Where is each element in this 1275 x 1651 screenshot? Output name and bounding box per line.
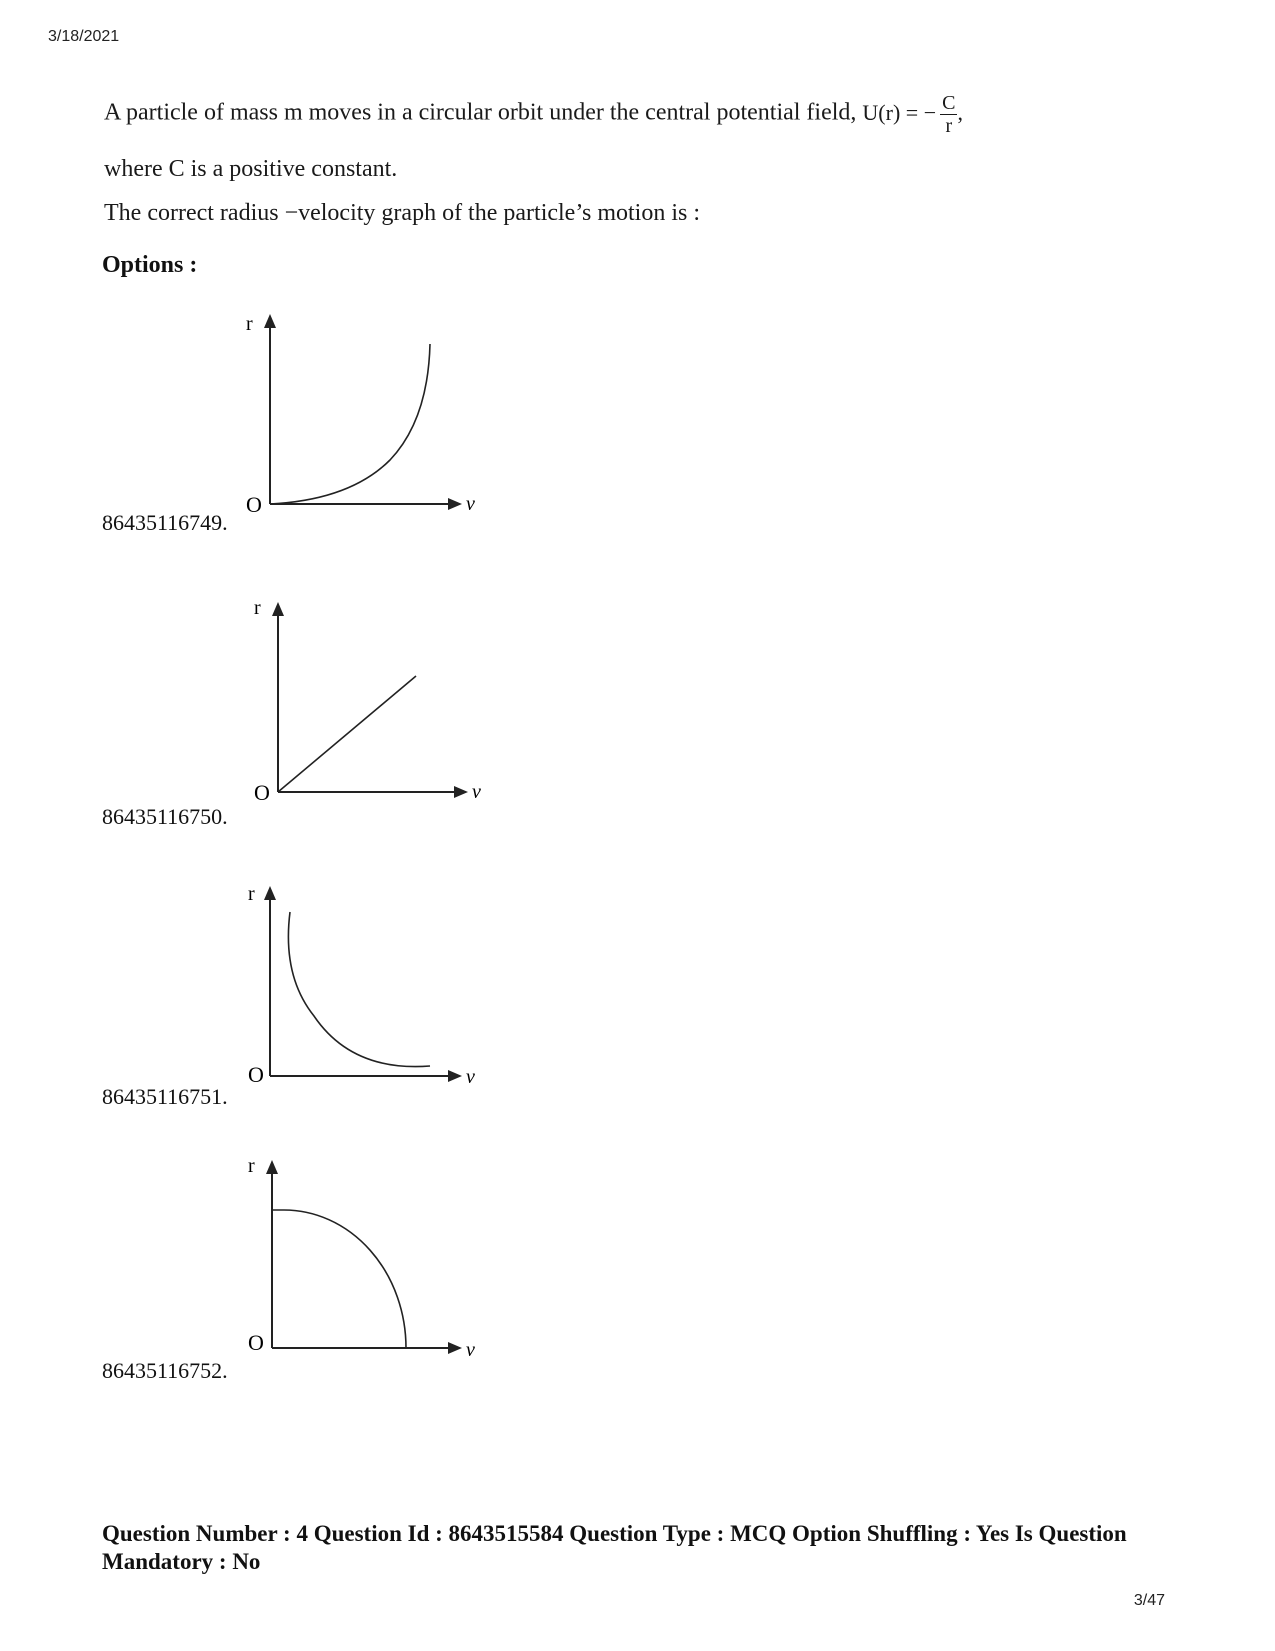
x-axis-arrow <box>448 498 462 510</box>
y-axis-label: r <box>248 883 255 905</box>
x-axis-label: v <box>466 493 475 515</box>
option-4-id: 86435116752. <box>102 1358 228 1383</box>
y-axis-arrow <box>264 314 276 328</box>
option-2-id: 86435116750. <box>102 804 228 829</box>
y-axis-label: r <box>254 597 261 619</box>
curve-decreasing <box>288 912 430 1067</box>
formula-fraction <box>940 92 957 137</box>
x-axis-label: v <box>472 781 481 803</box>
x-axis-label: v <box>466 1339 475 1361</box>
question-text-1: A particle of mass m moves in a circular orbit under the central potential field, <box>104 99 857 126</box>
curve-linear <box>278 676 416 792</box>
x-axis-arrow <box>448 1070 462 1082</box>
formula-denominator: r <box>945 115 953 137</box>
option-3-id: 86435116751. <box>102 1084 228 1109</box>
question-line-3: The correct radius −velocity graph of the particle’s motion is : <box>104 200 701 226</box>
options-label: Options : <box>102 252 198 278</box>
potential-formula <box>862 92 963 137</box>
question-line-2: where C is a positive constant. <box>104 156 398 182</box>
option-1-id: 86435116749. <box>102 510 228 535</box>
page-number: 3/47 <box>1133 1592 1165 1609</box>
formula-tail: , <box>957 99 963 125</box>
formula-numerator: C <box>942 92 956 114</box>
y-axis-arrow <box>266 1160 278 1174</box>
question-metadata: Question Number : 4 Question Id : 8643515584 Question Type : MCQ Option Shuffling : Yes Is Question Mandatory : No <box>102 1521 1127 1574</box>
y-axis-label: r <box>248 1155 255 1177</box>
origin-label: O <box>246 492 262 517</box>
print-date: 3/18/2021 <box>48 28 120 45</box>
option-4-graph <box>244 1150 504 1380</box>
x-axis-arrow <box>448 1342 462 1354</box>
option-2-graph <box>250 590 510 820</box>
curve-quarter-circle <box>272 1210 406 1348</box>
y-axis-arrow <box>272 602 284 616</box>
y-axis-label: r <box>246 313 253 335</box>
x-axis-arrow <box>454 786 468 798</box>
origin-label: O <box>248 1062 264 1087</box>
origin-label: O <box>254 780 270 805</box>
curve-increasing <box>270 344 430 504</box>
formula-lhs: U(r) = − <box>862 99 937 125</box>
origin-label: O <box>248 1330 264 1355</box>
option-3-graph <box>244 876 504 1106</box>
y-axis-arrow <box>264 886 276 900</box>
option-1-graph <box>240 300 500 530</box>
x-axis-label: v <box>466 1066 475 1088</box>
question-line-1 <box>104 92 963 137</box>
